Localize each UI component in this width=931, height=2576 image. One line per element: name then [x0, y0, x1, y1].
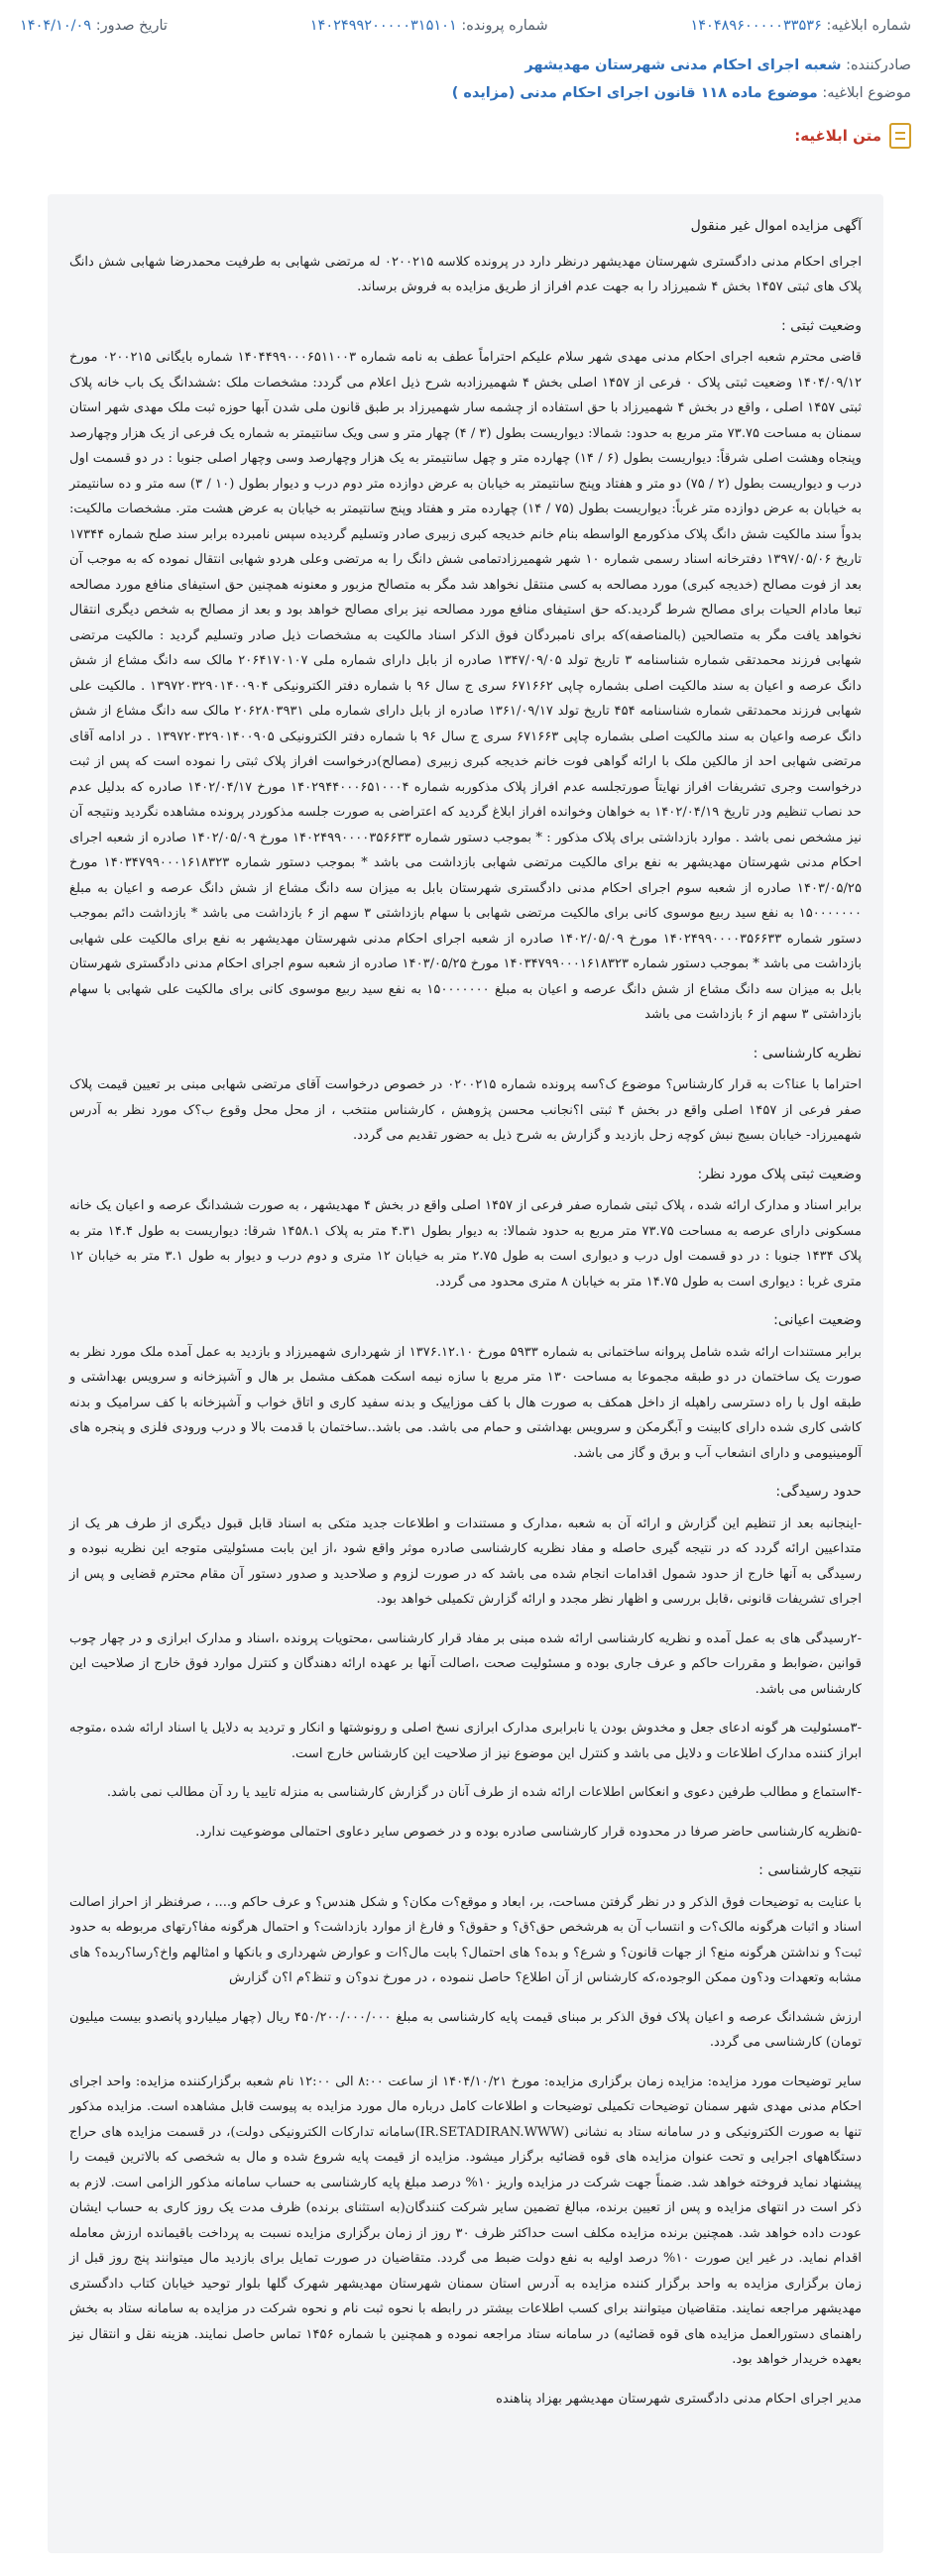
ad-title: آگهی مزایده اموال غیر منقول — [690, 218, 862, 234]
intro-paragraph: اجرای احکام مدنی دادگستری شهرستان مهدیشهر درنظر دارد در پرونده کلاسه ۰۲۰۰۲۱۵ له مرتضی شهابی به طرفیت محمدرضا شهابی شش دانگ پلاک های ثبتی ۱۴۵۷ بخش ۴ شمیرزاد را به جهت عدم افراز از طریق مزایده به فروش برساند. — [69, 254, 862, 294]
file-number — [310, 18, 548, 34]
result-paragraph: با عنایت به توضیحات فوق الذکر و در نظر گرفتن مساحت، بر، ابعاد و موقع؟ت مکان؟ و شکل هندس؟ و عرف حاکم و.... ، صرفنظر از احراز اصالت اسناد و اثبات هرگونه مالک؟ت و انتساب آن به هرشخص حق؟ق؟ و حقوق؟ و فارغ از موارد بازداشت؟ و احتمال هرگونه مفا؟رتهای مربوطه به حدود ثبت؟ و نداشتن هرگونه منع؟ از جهات قانون؟ و شرع؟ و بده؟ های احتمال؟ بابت مال؟ات و عوارض شهرداری و بانکها و امثالهم واخ؟رسا؟ربده؟ های مشابه وتعهدات ود؟ون ممکن الوجوده،که کارشناس از آن اطلاع؟ حاصل ننموده ، در مورخ ندو؟ن و تنظ؟م ا؟ن گزارش — [69, 1894, 862, 1985]
subject-label: موضوع ابلاغیه: — [822, 85, 911, 101]
notice-body — [48, 194, 883, 2553]
scope-item-5: -۵نظریه کارشناسی حاضر صرفا در محدوده قرار کارشناسی صادره بوده و در خصوص سایر دعاوی احتمالی موضوعیت ندارد. — [195, 1824, 862, 1840]
notice-number-label: شماره ابلاغیه: — [826, 18, 911, 34]
issue-date-label: تاریخ صدور: — [95, 18, 168, 34]
notice-number-value: ۱۴۰۴۸۹۶۰۰۰۰۰۳۳۵۳۶ — [690, 18, 822, 34]
notice-text-title: متن ابلاغیه: — [794, 127, 881, 145]
subject-line — [20, 79, 911, 107]
building-heading: وضعیت اعیانی: — [773, 1312, 862, 1328]
meta-row — [20, 0, 911, 52]
expert-heading: نظریه کارشناسی : — [753, 1045, 862, 1062]
scope-item-2: -۲رسیدگی های به عمل آمده و نظریه کارشناسی ارائه شده مبنی بر مفاد قرار کارشناسی ،محتویات پرونده ،اسناد و مدارک ابرازی و در چهار چوب قوانین ،ضوابط و مقررات حاکم و عرف جاری بوده و مسئولیت صحت ،اصالت آنها بر عهده ارائه دهندگان و کنترل موارد فوق خارج از صلاحیت این کارشناس می باشد. — [69, 1630, 862, 1697]
notice-number — [690, 18, 911, 34]
registration-paragraph: قاضی محترم شعبه اجرای احکام مدنی مهدی شهر سلام علیکم احتراماً عطف به نامه شماره ۱۴۰۴۴۹۹۰۰۰۶۵۱۱۰۰۳ شماره بایگانی ۰۲۰۰۲۱۵ مورخ ۱۴۰۴/۰۹/۱۲ وضعیت ثبتی پلاک ۰ فرعی از ۱۴۵۷ اصلی بخش ۴ شهمیرزادبه شرح ذیل اعلام می گردد: مشخصات ملک :ششدانگ یک باب خانه پلاک ثبتی ۱۴۵۷ اصلی ، واقع در بخش ۴ شهمیرزاد با حق استفاده از چشمه سار شهمیرزاد بر طبق قانون ملی شدن آبها حوزه ثبت ملک مهدی شهر استان سمنان به مساحت ۷۳.۷۵ متر مربع به حدود: شمالا: دیواریست بطول (۳ / ۴) چهار متر و سی ویک سانتیمتر به شماره یک فرعی از یک هزار وچهارصد وپنجاه وهشت اصلی شرقاً: دیواریست بطول (۶ / ۱۴) چهارده متر و چهل سانتیمتر به یک هزار وچهارصد وسی وچهار اصلی جنوبا : در دو قسمت اول درب و دیواریست بطول (۲ / ۷۵) دو متر و هفتاد وپنج سانتیمتر به خیابان به عرض دوازده متر دوم درب و دیوار بطول (۱۰ / ۳) سه متر و ده سانتیمتر به خیابان به عرض دوازده متر غرباً: دیواریست بطول (۷۵ / ۱۴) چهارده متر و هفتاد وپنج سانتیمتر به خیابان به عرض هشت متر. مشخصات مالکیت: بدواً سند مالکیت شش دانگ پلاک مذکورمع الواسطه بنام خانم خدیجه کبری زبیری صادر وتسلیم گردیده سپس نامبرده برابر سند صلح شماره ۱۷۳۴۴ تاریخ ۱۳۹۷/۰۵/۰۶ دفترخانه اسناد رسمی شماره ۱۰ شهر شهمیرزادتمامی شش دانگ را به مرتضی وعلی هردو شهابی انتقال نموده که به موجب آن بعد از فوت مصالح (خدیجه کبری) مورد مصالحه به کسی منتقل نخواهد شد مگر به متصالح مزبور و معنونه همچنین حق استیفای منافع مورد مصالحه تبعا مادام الحیات برای مصالح شرط گردید.که حق استیفای منافع مورد مصالحه نیز برای مصالح خواهد بود و بعد از مصالح به شخص دیگری انتقال نخواهد یافت مگر به متصالحین (بالمناصفه)که برای نامبردگان فوق الذکر اسناد مالکیت به مشخصات ذیل صادر وتسلیم گردید : مالکیت مرتضی شهابی فرزند محمدتقی شماره شناسنامه ۳ تاریخ تولد ۱۳۴۷/۰۹/۰۵ صادره از بابل دارای شماره ملی ۲۰۶۴۱۷۰۱۰۷ مالک سه دانگ مشاع از شش دانگ عرصه و اعیان به سند مالکیت اصلی بشماره چاپی ۶۷۱۶۶۲ سری ج سال ۹۶ با شماره دفتر الکترونیکی ۱۳۹۷۲۰۳۲۹۰۱۴۰۰۹۰۴ . مالکیت علی شهابی فرزند محمدتقی شماره شناسنامه ۴۵۴ تاریخ تولد ۱۳۶۱/۰۹/۱۷ صادره از بابل دارای شماره ملی ۲۰۶۲۸۰۳۹۳۱ مالک سه دانگ مشاع از شش دانگ عرصه واعیان به سند مالکیت اصلی بشماره چاپی ۶۷۱۶۶۳ سری ج سال ۹۶ با شماره دفتر الکترونیکی ۱۳۹۷۲۰۳۲۹۰۱۴۰۰۹۰۵ . در ادامه آقای مرتضی شهابی احد از مالکین ملک با ارائه گواهی فوت خانم خدیجه کبری زبیری (مصالح)درخواست افراز پلاک ثبتی را نموده است که پس از ثبت درخواست وجری تشریفات افراز نهایتاً صورتجلسه عدم افراز پلاک مذکوربه شماره ۱۴۰۲۹۴۴۰۰۰۶۵۱۰۰۰۴ مورخ ۱۴۰۲/۰۴/۱۷ صادره که بدلیل عدم حد نصاب تنظیم ودر تاریخ ۱۴۰۲/۰۴/۱۹ به خواهان وخوانده افراز ابلاغ گردید که اعتراضی به صورت جلسه مذکوردر پرونده مشاهده نگردید ونتیجه آن نیز مشخص نمی باشد . موارد بازداشتی برای پلاک مذکور : * بموجب دستور شماره ۱۴۰۲۴۹۹۰۰۰۰۳۵۶۶۳۳ مورخ ۱۴۰۲/۰۵/۰۹ صادره از شعبه اجرای احکام مدنی شهرستان مهدیشهر به نفع برای مالکیت مرتضی شهابی بازداشت می باشد * بموجب دستور شماره ۱۴۰۳۴۷۹۹۰۰۰۱۶۱۸۳۲۳ مورخ ۱۴۰۳/۰۵/۲۵ صادره از شعبه سوم اجرای احکام مدنی دادگستری شهرستان بابل به میزان سه دانگ مشاع از شش دانگ عرصه و اعیان به مبلغ ۱۵۰۰۰۰۰۰۰ به نفع سید ربیع موسوی کانی برای مالکیت مرتضی شهابی با سهام بازداشتی ۳ سهم از ۶ بازداشت می باشد * بازداشت دائم بموجب دستور شماره ۱۴۰۲۴۹۹۰۰۰۰۳۵۶۶۳۳ مورخ ۱۴۰۲/۰۵/۰۹ صادره از شعبه اجرای احکام مدنی شهرستان مهدیشهر به نفع برای مالکیت علی شهابی بازداشت می باشد * بموجب دستور شماره ۱۴۰۳۴۷۹۹۰۰۰۱۶۱۸۳۲۳ مورخ ۱۴۰۳/۰۵/۲۵ صادره از شعبه سوم اجرای احکام مدنی دادگستری شهرستان بابل به میزان سه دانگ مشاع از شش دانگ عرصه و اعیان به مبلغ ۱۵۰۰۰۰۰۰۰ به نفع سید ربیع موسوی کانی برای مالکیت علی شهابی با سهام بازداشتی ۳ سهم از ۶ بازداشت می باشد — [69, 350, 863, 1022]
issuer-label: صادرکننده: — [846, 57, 911, 73]
scope-heading: حدود رسیدگی: — [775, 1484, 862, 1500]
issuer-line — [20, 52, 911, 79]
plate-paragraph: برابر اسناد و مدارک ارائه شده ، پلاک ثبتی شماره صفر فرعی از ۱۴۵۷ اصلی واقع در بخش ۴ مهدیشهر ، به صورت ششدانگ عرصه و اعیان یک خانه مسکونی دارای عرصه به مساحت ۷۳.۷۵ متر مربع به حدود شمالا: به دیوار بطول ۴.۳۱ متر به پلاک ۱۴۵۸.۱ شرقا: دیواریست به طول ۱۴.۴ متر به پلاک ۱۴۳۴ جنوبا : در دو قسمت اول درب و دیواری است به طول ۲.۷۵ متر به خیابان ۱۲ متری و دوم درب و دیوار به طول ۳.۱ متر به خیابان ۱۲ متری غربا : دیواری است به طول ۱۴.۷۵ متر به خیابان ۸ متری محدود می گردد. — [69, 1198, 862, 1289]
file-number-label: شماره پرونده: — [461, 18, 548, 34]
document-icon — [889, 123, 911, 149]
valuation-paragraph: ارزش ششدانگ عرصه و اعیان پلاک فوق الذکر بر مبنای قیمت پایه کارشناسی به مبلغ ۴۵۰/۲۰۰/۰۰۰/۰۰۰ ریال (چهار میلیاردو پانصدو بیست میلیون تومان) کارشناسی می گردد. — [69, 2009, 862, 2050]
expert-paragraph: احتراما با عنا؟ت به قرار کارشناس؟ موضوع ک؟سه پرونده شماره ۰۲۰۰۲۱۵ در خصوص درخواست آقای مرتضی شهابی مبنی بر تعیین قیمت پلاک صفر فرعی از ۱۴۵۷ اصلی واقع در بخش ۴ ثبتی ا؟نجانب محسن پژوهش ، کارشناس منتخب ، از محل محل وقوع ب؟ک مورد نظر به آدرس شهمیرزاد- خیابان بسیج نبش کوچه زحل بازدید و گزارش به شرح ذیل به حضور تقدیم می گردد. — [69, 1077, 863, 1143]
scope-item-3: -۳مسئولیت هر گونه ادعای جعل و مخدوش بودن یا نابرابری مدارک ابرازی نسخ اصلی و رونوشتها و انکار و تردید به دلایل یا اسناد ارائه شده ،متوجه ابراز کننده مدارک اطلاعات و دلایل می باشد و کنترل این موضوع نیز از صلاحیت این کارشناس خارج است. — [69, 1721, 862, 1761]
registration-heading: وضعیت ثبتی : — [780, 317, 862, 334]
scope-item-1: -اینجانبه بعد از تنظیم این گزارش و ارائه آن به شعبه ،مدارک و مستندات و اطلاعات جدید متکی به اسناد قابل قبول دیگری از طرف هر یک از متداعیین ارائه گردد که در نتیجه گیری حاصله و مفاد نظریه کارشناسی صادره موثر واقع شود ،از این بابت مسئولیتی متوجه این نظریه نبوده و رسیدگی به آنها خارج از حدود شمول اقدامات انجام شده می باشد که در صورت لزوم و صلاحدید و صدور دستور آن مقام محترم قضایی و پس از اجرای تشریفات قانونی ،قابل بررسی و اظهار نظر مجدد و ارائه گزارش تکمیلی خواهد بود. — [69, 1515, 862, 1607]
notice-text-heading — [20, 115, 911, 157]
issue-date-value: ۱۴۰۴/۱۰/۰۹ — [20, 18, 92, 34]
file-number-value: ۱۴۰۲۴۹۹۲۰۰۰۰۰۳۱۵۱۰۱ — [309, 18, 457, 34]
issue-date — [20, 18, 168, 34]
notice-header — [0, 0, 931, 157]
plate-heading: وضعیت ثبتی پلاک مورد نظر: — [697, 1166, 862, 1182]
issuer-value: شعبه اجرای احکام مدنی شهرستان مهدیشهر — [524, 57, 842, 73]
subject-value: موضوع ماده ۱۱۸ قانون اجرای احکام مدنی (مزایده ) — [451, 85, 818, 101]
auction-details-paragraph: سایر توضیحات مورد مزایده: مزایده زمان برگزاری مزایده: مورخ ۱۴۰۴/۱۰/۲۱ از ساعت ۸:۰۰ الی ۱۲:۰۰ نام شعبه برگزارکننده مزایده: واحد اجرای احکام مدنی مهدی شهر سمنان توضیحات تکمیلی توضیحات و اطلاعات کامل درباره مال مورد مزایده به پیوست قابل مشاهده است. مزایده مذکور تنها به صورت الکترونیکی و در سامانه ستاد به نشانی (IR.SETADIRAN.WWW)سامانه تدارکات الکترونیکی دولت)، در قسمت مزایده های حراج دستگاههای اجرایی و تحت عنوان مزایده های قوه قضائیه برگزار میشود. مزایده از قیمت پایه شروع شده و مال به شخصی که بالاترین قیمت را پیشنهاد نماید فروخته خواهد شد. ضمناً جهت شرکت در مزایده واریز ۱۰% درصد مبلغ پایه کارشناسی به حساب سامانه مذکور الزامی است. لازم به ذکر است در انتهای مزایده و پس از تعیین برنده، مبالغ تضمین سایر شرکت کنندگان(به استثنای برنده) ظرف مدت یک روز کاری به حساب ایشان عودت داده خواهد شد. همچنین برنده مزایده مکلف است حداکثر ظرف ۳۰ روز از زمان برگزاری مزایده نسبت به پرداخت باقیمانده ارزش معامله اقدام نماید. در غیر این صورت ۱۰% درصد اولیه به نفع دولت ضبط می گردد. متقاضیان در صورت تمایل برای بازدید مال میتوانند پنج روز قبل از زمان برگزاری مزایده به واحد برگزار کننده مزایده به آدرس استان سمنان شهرستان مهدیشهر شهرک گلها بلوار توحید خیابان کتاب دادگستری مهدیشهر مراجعه نمایند. متقاضیان میتوانند برای کسب اطلاعات بیشتر در رابطه با نحوه ثبت نام و نحوه شرکت در مزایده به سامانه ستاد به بخش راهنمای دستورالعمل مزایده های قوه قضائیه) در سامانه ستاد مراجعه نموده و همچنین با شماره ۱۴۵۶ تماس حاصل نمایند. هزینه نقل و انتقال نیز بعهده خریدار خواهد بود. — [69, 2073, 863, 2367]
signoff: مدیر اجرای احکام مدنی دادگستری شهرستان مهدیشهر بهزاد پناهنده — [496, 2391, 862, 2407]
result-heading: نتیجه کارشناسی : — [758, 1862, 862, 1878]
building-paragraph: برابر مستندات ارائه شده شامل پروانه ساختمانی به شماره ۵۹۳۳ مورخ ۱۳۷۶.۱۲.۱۰ از شهرداری شهمیرزاد و بازدید به عمل آمده ملک مورد نظر به صورت یک ساختمان در دو طبقه مجموعا به مساحت ۱۳۰ متر مربع با سازه نیمه اسکت همکف مشمل بر هال و آشپزخانه و سرویس بهداشتی و طبقه اول با راه دسترسی راهپله از داخل همکف به صورت هال با کف موزاییک و بدنه سفید کاری و اتاق خواب و آشپزخانه با کف سرامیک و بدنه کاشی کاری شده دارای کابینت و آبگرمکن و سرویس بهداشتی و حمام می باشد. می باشد..ساختمان با قدمت بالا و درب ورودی فلزی و پنجره های آلومینیومی و دارای انشعاب آب و برق و گاز می باشد. — [69, 1344, 862, 1461]
scope-item-4: -۴استماع و مطالب طرفین دعوی و انعکاس اطلاعات ارائه شده از طرف آنان در گزارش کارشناسی به منزله تایید یا رد آن مطالب نمی باشد. — [106, 1785, 862, 1800]
